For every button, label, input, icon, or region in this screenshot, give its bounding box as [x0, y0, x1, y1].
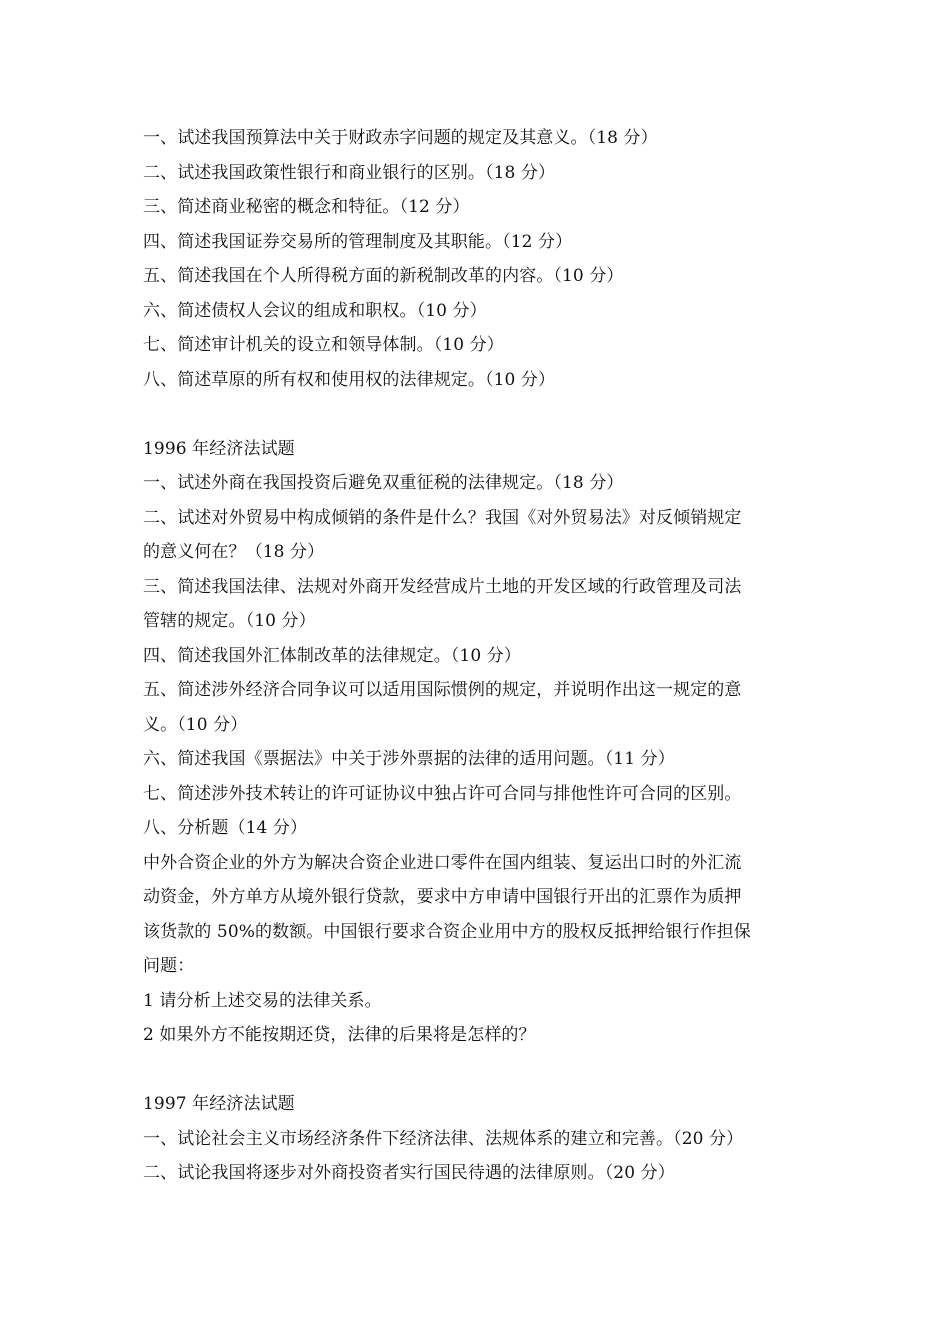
question-line: 二、试述我国政策性银行和商业银行的区别。（18 分） [143, 162, 556, 183]
question-line: 义。（10 分） [143, 714, 248, 735]
question-line: 七、简述审计机关的设立和领导体制。（10 分） [143, 335, 504, 355]
question-line: 六、简述我国《票据法》中关于涉外票据的法律的适用问题。（11 分） [143, 749, 675, 769]
section-title: 1996 年经济法试题 [143, 438, 295, 459]
case-text-line: 中外合资企业的外方为解决合资企业进口零件在国内组装、复运出口时的外汇流 [143, 852, 742, 873]
question-line: 五、简述我国在个人所得税方面的新税制改革的内容。（10 分） [143, 266, 624, 286]
document-body [143, 121, 823, 1191]
question-line: 一、试论社会主义市场经济条件下经济法律、法规体系的建立和完善。（20 分） [143, 1128, 744, 1149]
question-line: 二、试述对外贸易中构成倾销的条件是什么？我国《对外贸易法》对反倾销规定 [143, 507, 742, 528]
question-line: 五、简述涉外经济合同争议可以适用国际惯例的规定，并说明作出这一规定的意 [143, 680, 742, 700]
question-line: 三、简述我国法律、法规对外商开发经营成片土地的开发区域的行政管理及司法 [143, 576, 742, 597]
question-line: 七、简述涉外技术转让的许可证协议中独占许可合同与排他性许可合同的区别。 [143, 783, 742, 804]
question-line: 的意义何在？（18 分） [143, 542, 325, 562]
question-line: 一、试述我国预算法中关于财政赤字问题的规定及其意义。（18 分） [143, 128, 658, 148]
question-line: 六、简述债权人会议的组成和职权。（10 分） [143, 300, 487, 321]
section-1996 [143, 432, 823, 1053]
case-text-line: 问题： [143, 956, 195, 976]
question-line: 八、分析题（14 分） [143, 818, 308, 838]
section-spacer [143, 397, 823, 432]
question-line: 八、简述草原的所有权和使用权的法律规定。（10 分） [143, 369, 556, 390]
question-line: 二、试论我国将逐步对外商投资者实行国民待遇的法律原则。（20 分） [143, 1163, 675, 1183]
question-line: 四、简述我国外汇体制改革的法律规定。（10 分） [143, 645, 521, 666]
question-line: 三、简述商业秘密的概念和特征。（12 分） [143, 197, 470, 217]
section-1997 [143, 1087, 823, 1191]
question-line: 四、简述我国证券交易所的管理制度及其职能。（12 分） [143, 231, 573, 252]
case-text-line: 该货款的 50%的数额。中国银行要求合资企业用中方的股权反抵押给银行作担保 [143, 921, 751, 942]
section-title: 1997 年经济法试题 [143, 1094, 295, 1114]
question-line: 一、试述外商在我国投资后避免双重征税的法律规定。（18 分） [143, 473, 624, 493]
section-spacer [143, 1053, 823, 1088]
case-text-line: 动资金，外方单方从境外银行贷款，要求中方申请中国银行开出的汇票作为质押 [143, 887, 742, 907]
question-line: 管辖的规定。（10 分） [143, 611, 316, 631]
section-1995 [143, 121, 823, 397]
sub-question-line: 1 请分析上述交易的法律关系。 [143, 990, 382, 1011]
sub-question-line: 2 如果外方不能按期还贷，法律的后果将是怎样的？ [143, 1025, 536, 1045]
